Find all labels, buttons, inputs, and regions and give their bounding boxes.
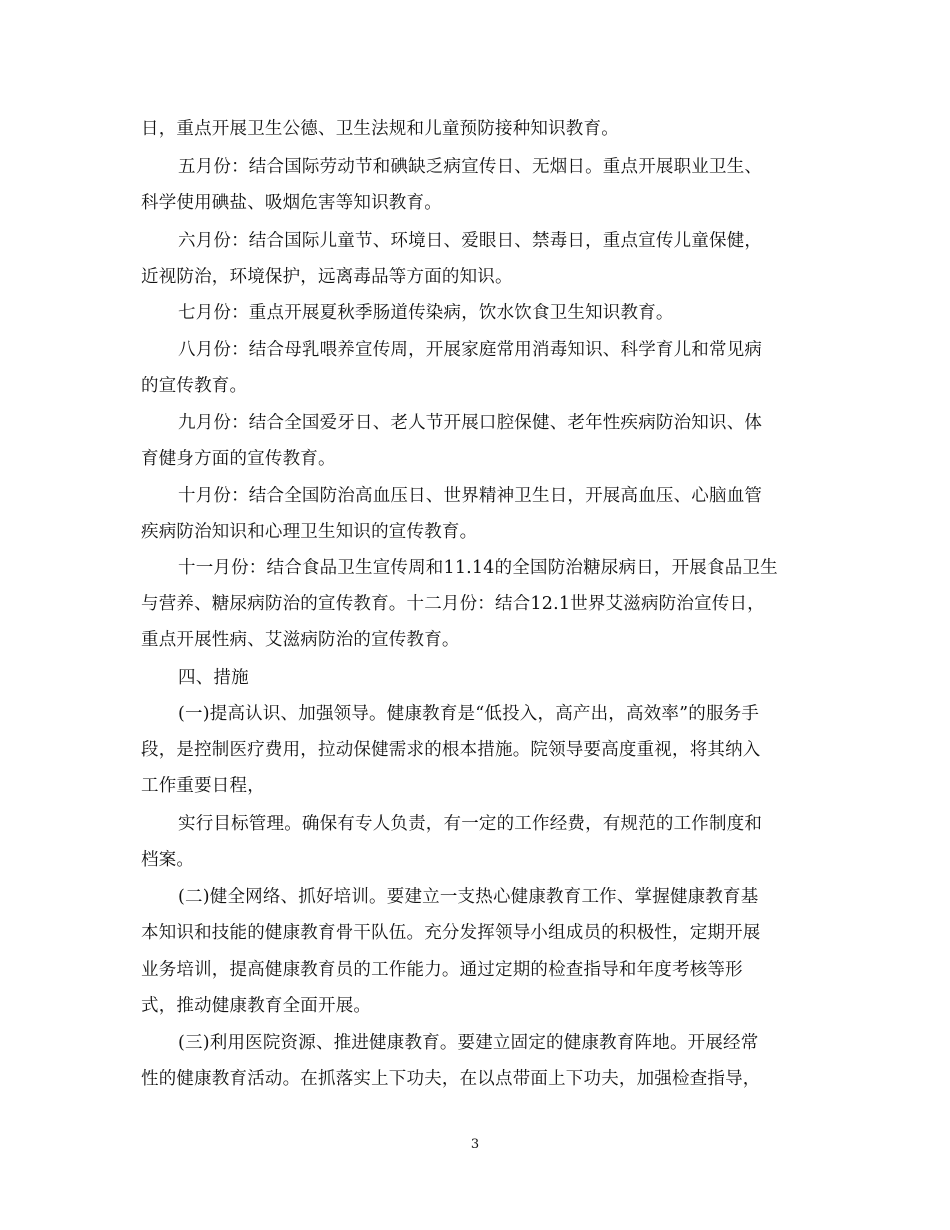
text-line: 十一月份：结合食品卫生宣传周和11.14的全国防治糖尿病日，开展食品卫生 xyxy=(178,558,778,578)
text-line: (三)利用医院资源、推进健康教育。要建立固定的健康教育阵地。开展经常 xyxy=(178,1033,759,1053)
text-line: 六月份：结合国际儿童节、环境日、爱眼日、禁毒日，重点宣传儿童保健， xyxy=(178,231,763,251)
section-heading: 四、措施 xyxy=(178,668,249,688)
text-line: 九月份：结合全国爱牙日、老人节开展口腔保健、老年性疾病防治知识、体 xyxy=(178,413,763,433)
text-line: 科学使用碘盐、吸烟危害等知识教育。 xyxy=(141,193,442,213)
text-line: 性的健康教育活动。在抓落实上下功夫，在以点带面上下功夫，加强检查指导， xyxy=(141,1069,761,1089)
text-line: (二)健全网络、抓好培训。要建立一支热心健康教育工作、掌握健康教育基 xyxy=(178,887,759,907)
text-line: 式，推动健康教育全面开展。 xyxy=(141,996,372,1016)
text-line: 档案。 xyxy=(141,850,195,870)
text-line: 七月份：重点开展夏秋季肠道传染病，饮水饮食卫生知识教育。 xyxy=(178,303,674,323)
text-line: 八月份：结合母乳喂养宣传周，开展家庭常用消毒知识、科学育儿和常见病 xyxy=(178,340,763,360)
text-line: 实行目标管理。确保有专人负责，有一定的工作经费，有规范的工作制度和 xyxy=(178,814,763,834)
text-line: 业务培训，提高健康教育员的工作能力。通过定期的检查指导和年度考核等形 xyxy=(141,960,743,980)
text-line: 近视防治，环境保护，远离毒品等方面的知识。 xyxy=(141,267,513,287)
text-line: 五月份：结合国际劳动节和碘缺乏病宣传日、无烟日。重点开展职业卫生、 xyxy=(178,157,763,177)
text-line: 育健身方面的宣传教育。 xyxy=(141,449,336,469)
text-line: 疾病防治知识和心理卫生知识的宣传教育。 xyxy=(141,522,478,542)
text-line: 日，重点开展卫生公德、卫生法规和儿童预防接种知识教育。 xyxy=(141,119,619,139)
text-line: 本知识和技能的健康教育骨干队伍。充分发挥领导小组成员的积极性，定期开展 xyxy=(141,923,761,943)
text-line: 的宣传教育。 xyxy=(141,376,248,396)
text-line: 与营养、糖尿病防治的宣传教育。十二月份：结合12.1世界艾滋病防治宣传日， xyxy=(141,594,765,614)
page-number: 3 xyxy=(470,1137,480,1152)
text-line: 重点开展性病、艾滋病防治的宣传教育。 xyxy=(141,630,460,650)
text-line: (一)提高认识、加强领导。健康教育是“低投入，高产出，高效率”的服务手 xyxy=(178,704,760,724)
text-line: 工作重要日程， xyxy=(141,776,265,796)
text-line: 十月份：结合全国防治高血压日、世界精神卫生日，开展高血压、心脑血管 xyxy=(178,486,763,506)
text-line: 段，是控制医疗费用，拉动保健需求的根本措施。院领导要高度重视，将其纳入 xyxy=(141,740,761,760)
